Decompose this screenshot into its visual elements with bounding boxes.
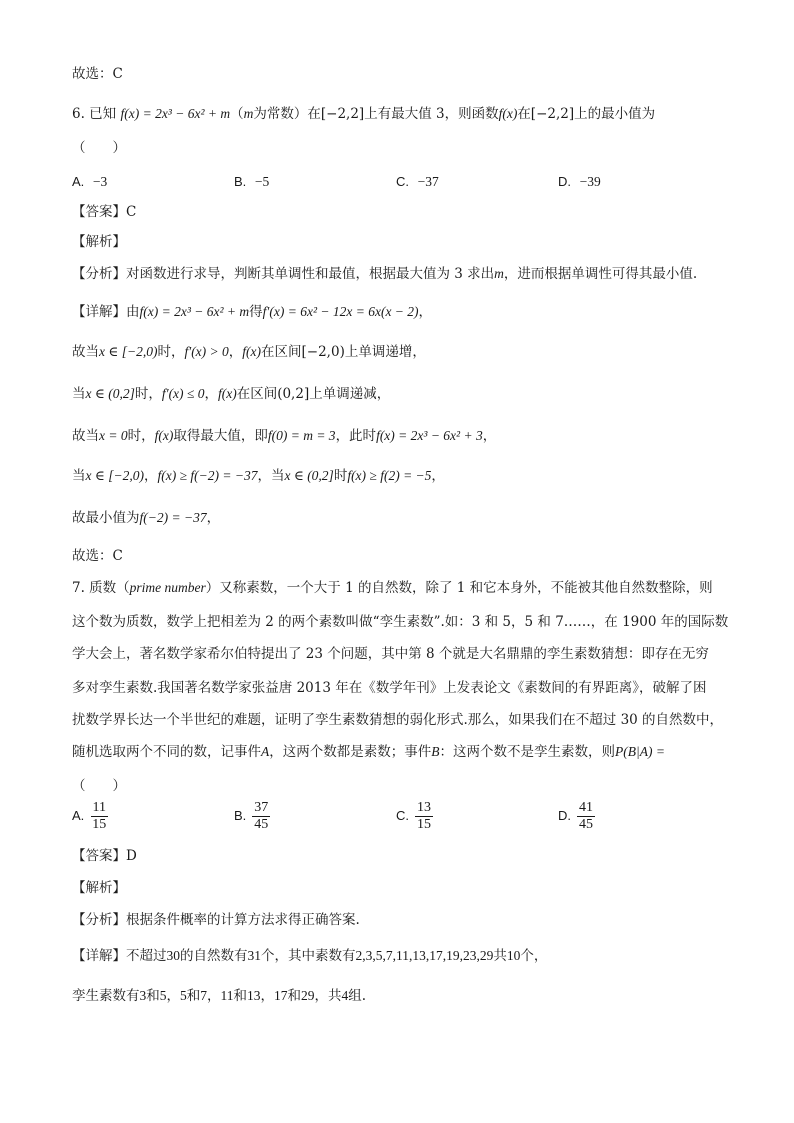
q7-option-d: D. $\frac{41}{45}$ bbox=[558, 800, 593, 832]
q7-option-c: C. $\frac{13}{15}$ bbox=[396, 800, 431, 832]
question-7-line-4: 多对孪生素数.我国著名数学家张益唐 2013 年在《数学年刊》上发表论文《素数间的有界距离》，破解了困 bbox=[72, 680, 707, 696]
question-6-paren: （ ） bbox=[72, 140, 126, 156]
answer-choice-line-2: 故选：C bbox=[72, 548, 123, 564]
q6-analysis: 【分析】对函数进行求导，判断其单调性和最值，根据最大值为 3 求出m，进而根据单调性可得其最小值. bbox=[72, 266, 698, 282]
q6-option-d: D. −39 bbox=[558, 174, 601, 189]
q7-answer: 【答案】D bbox=[72, 848, 137, 864]
question-7-line-5: 扰数学界长达一个半世纪的难题，证明了孪生素数猜想的弱化形式.那么，如果我们在不超过 30 的自然数中， bbox=[72, 712, 724, 728]
question-7-paren: （ ） bbox=[72, 778, 126, 794]
question-7-line-1: 7. 质数（prime number）又称素数，一个大于 1 的自然数，除了 1 和它本身外，不能被其他自然数整除，则 bbox=[72, 580, 713, 596]
q7-analysis: 【分析】根据条件概率的计算方法求得正确答案. bbox=[72, 912, 360, 928]
q6-analysis-heading: 【解析】 bbox=[72, 234, 126, 250]
q6-detail-line-4: 故当x = 0时，f(x)取得最大值，即f(0) = m = 3，此时f(x) = 2x³ − 6x² + 3， bbox=[72, 428, 497, 444]
question-7-line-2: 这个数为质数，数学上把相差为 2 的两个素数叫做“孪生素数”.如：3 和 5，5 和 7……，在 1900 年的国际数 bbox=[72, 614, 729, 630]
q6-detail-line-3: 当x ∈ (0,2]时，f′(x) ≤ 0，f(x)在区间(0,2]上单调递减， bbox=[72, 386, 391, 402]
q6-detail-line-1: 【详解】由f(x) = 2x³ − 6x² + m得f′(x) = 6x² − 12x = 6x(x − 2)， bbox=[72, 304, 433, 320]
q6-detail-line-5: 当x ∈ [−2,0)，f(x) ≥ f(−2) = −37，当x ∈ (0,2]时f(x) ≥ f(2) = −5， bbox=[72, 468, 445, 484]
question-6-stem: 6. 已知 f(x) = 2x³ − 6x² + m（m为常数）在[−2,2]上有最大值 3，则函数f(x)在[−2,2]上的最小值为 bbox=[72, 106, 656, 122]
q6-option-a: A. −3 bbox=[72, 174, 108, 189]
q6-answer: 【答案】C bbox=[72, 204, 137, 220]
q6-option-b: B. −5 bbox=[234, 174, 270, 189]
q7-option-a: A. $\frac{11}{15}$ bbox=[72, 800, 107, 832]
question-7-line-3: 学大会上，著名数学家希尔伯特提出了 23 个问题，其中第 8 个就是大名鼎鼎的孪生素数猜想：即存在无穷 bbox=[72, 646, 709, 662]
q6-option-c: C. −37 bbox=[396, 174, 439, 189]
q6-detail-line-2: 故当x ∈ [−2,0)时，f′(x) > 0，f(x)在区间[−2,0)上单调递增， bbox=[72, 344, 426, 360]
question-7-line-6: 随机选取两个不同的数，记事件A，这两个数都是素数；事件B：这两个数不是孪生素数，则P(B|A) = bbox=[72, 744, 665, 760]
answer-choice-line: 故选：C bbox=[72, 66, 123, 82]
q6-detail-line-6: 故最小值为f(−2) = −37， bbox=[72, 510, 221, 526]
q7-detail-line-1: 【详解】不超过30的自然数有31个，其中素数有2,3,5,7,11,13,17,19,23,29共10个， bbox=[72, 948, 548, 964]
q7-detail-line-2: 孪生素数有3和5，5和7，11和13，17和29，共4组. bbox=[72, 988, 367, 1004]
q7-option-b: B. $\frac{37}{45}$ bbox=[234, 800, 269, 832]
q7-analysis-heading: 【解析】 bbox=[72, 880, 126, 896]
